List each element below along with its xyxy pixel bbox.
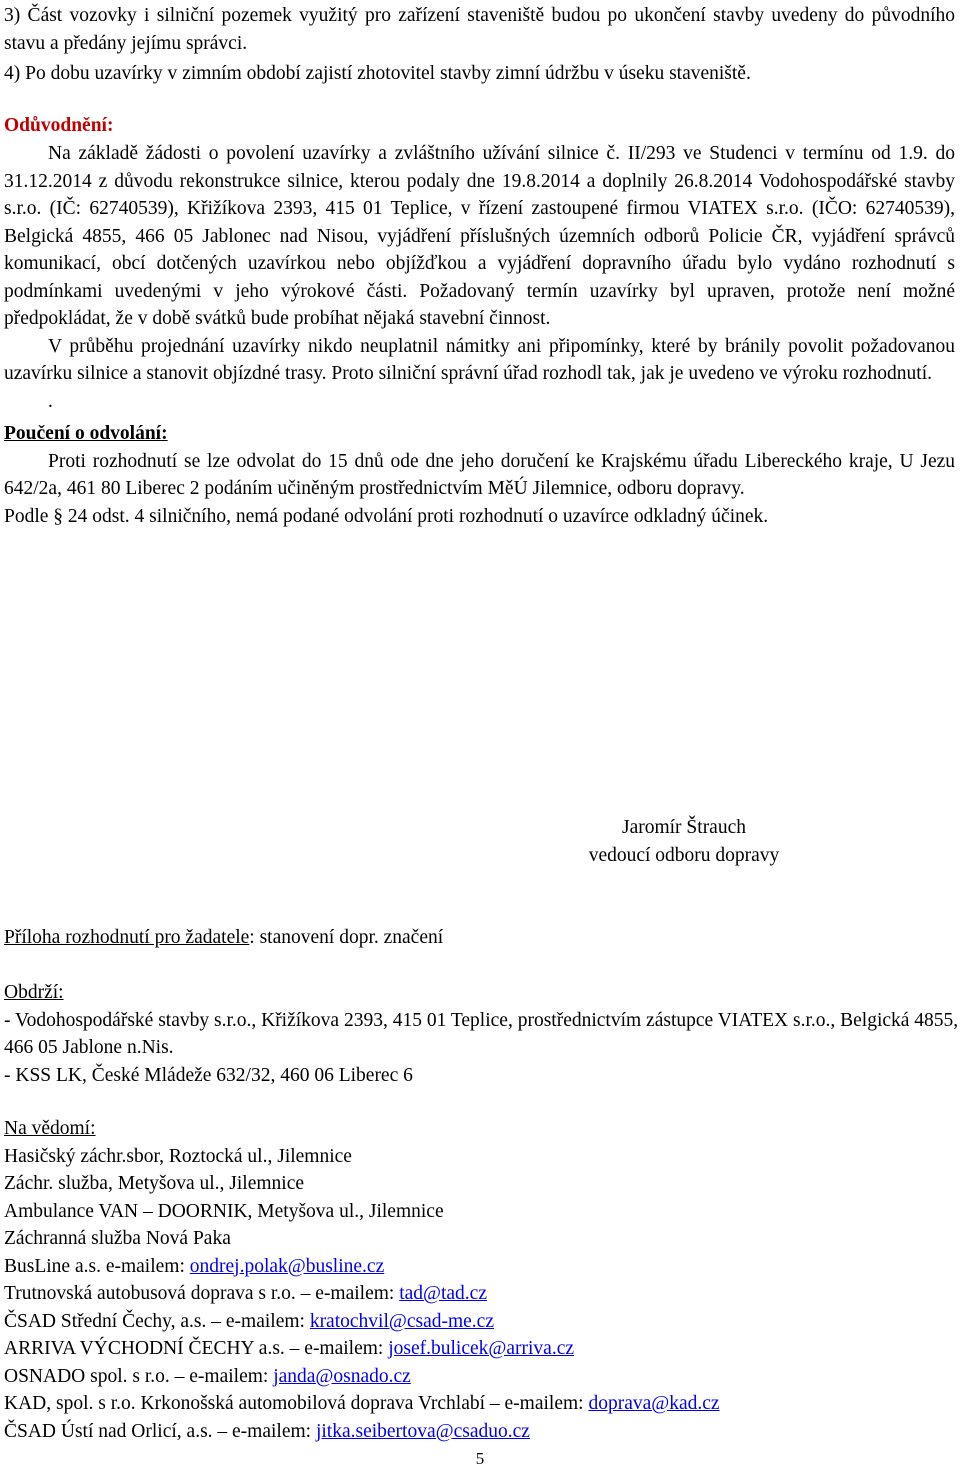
cc-recipient: ARRIVA VÝCHODNÍ ČECHY a.s. – e-mailem: [4,1338,389,1359]
reasoning-paragraph-2: V průběhu projednání uzavírky nikdo neuplatnil námitky ani připomínky, které by bránily povolit požadovanou uzavírku silnice a stanovit objízdné trasy. Proto silniční správní úřad rozhodl tak, jak je uvedeno ve výroku rozhodnutí. [4,335,955,384]
item-3: 3) Část vozovky i silniční pozemek využitý pro zařízení staveniště budou po ukončení stavby uvedeny do původního stavu a předány jejímu správci. [4,5,955,54]
cc-email-line [4,1253,955,1281]
cc-recipient: ČSAD Ústí nad Orlicí, a.s. – e-mailem: [4,1420,316,1442]
document-body [4,2,955,530]
reasoning-heading: Odůvodnění: [4,114,114,136]
cc-email-line [4,1308,955,1336]
cc-line: Ambulance VAN – DOORNIK, Metyšova ul., Jilemnice [4,1200,444,1222]
signer-role: vedoucí odboru dopravy [588,844,780,866]
appeal-paragraph-1: Proti rozhodnutí se lze odvolat do 15 dnů ode dne jeho doručení ke Krajskému úřadu Libereckého kraje, U Jezu 642/2a, 461 80 Liberec 2 podáním učiněným prostřednictvím MěÚ Jilemnice, odboru dopravy. [4,450,955,499]
page-number: 5 [475,1449,485,1468]
cc-heading: Na vědomí: [4,1118,96,1139]
signer-name: Jaromír Štrauch [621,817,746,838]
cc-recipient: KAD, spol. s r.o. Krkonošská automobilová doprava Vrchlabí – e-mailem: [4,1393,589,1414]
email-link[interactable]: tad@tad.cz [399,1283,487,1304]
recipients-block [4,979,959,1089]
cc-email-line [4,1363,955,1391]
email-link[interactable]: jitka.seibertova@csaduo.cz [315,1420,530,1442]
appeal-heading: Poučení o odvolání: [4,423,168,444]
cc-recipient: BusLine a.s. e-mailem: [4,1255,190,1277]
cc-recipient: OSNADO spol. s r.o. – e-mailem: [4,1365,274,1387]
reasoning-dot: . [48,390,53,412]
cc-line: Záchranná služba Nová Paka [4,1228,231,1249]
recipient-line: - Vodohospodářské stavby s.r.o., Křižíkova 2393, 415 01 Teplice, prostřednictvím zástupce VIATEX s.r.o., Belgická 4855, 466 05 Jablone n.Nis. [4,1009,959,1058]
reasoning-paragraph-1: Na základě žádosti o povolení uzavírky a zvláštního užívání silnice č. II/293 ve Studenci v termínu od 1.9. do 31.12.2014 z důvodu rekonstrukce silnice, kterou podaly dne 19.8.2014 a doplnily 26.8.2014 Vodohospodářské stavby s.r.o. (IČ: 62740539), Křižíkova 2393, 415 01 Teplice, v řízení zastoupené firmou VIATEX s.r.o. (IČO: 62740539), Belgická 4855, 466 05 Jablonec nad Nisou, vyjádření příslušných územních odborů Policie ČR, vyjádření správců komunikací, obcí dotčených uzavírkou nebo objížďkou a vyjádření dopravního úřadu bylo vydáno rozhodnutí s podmínkami uvedenými v jeho výrokové části. Požadovaný termín uzavírky byl upraven, protože není možné předpokládat, že v době svátků bude probíhat nějaká stavební činnost. [4,143,955,329]
recipient-line: - KSS LK, České Mládeže 632/32, 460 06 Liberec 6 [4,1064,413,1086]
attachment-line [4,924,955,952]
cc-email-line [4,1280,955,1308]
attachment-value: : stanovení dopr. značení [249,927,444,948]
cc-email-line [4,1335,955,1363]
email-link[interactable]: josef.bulicek@arriva.cz [388,1338,575,1359]
attachment-label: Příloha rozhodnutí pro žadatele [4,927,250,948]
item-4: 4) Po dobu uzavírky v zimním období zajistí zhotovitel stavby zimní údržbu v úseku staveniště. [4,63,751,84]
cc-email-line [4,1418,955,1446]
email-link[interactable]: kratochvil@csad-me.cz [309,1310,494,1332]
signature-block [570,814,798,869]
cc-line: Hasičský záchr.sbor, Roztocká ul., Jilemnice [4,1145,352,1167]
appeal-paragraph-2: Podle § 24 odst. 4 silničního, nemá podané odvolání proti rozhodnutí o uzavírce odkladný účinek. [4,505,769,527]
cc-recipient: ČSAD Střední Čechy, a.s. – e-mailem: [4,1310,310,1332]
cc-line: Záchr. služba, Metyšova ul., Jilemnice [4,1173,305,1194]
cc-recipient: Trutnovská autobusová doprava s r.o. – e-mailem: [4,1283,400,1304]
email-link[interactable]: janda@osnado.cz [273,1365,411,1387]
email-link[interactable]: ondrej.polak@busline.cz [189,1255,385,1277]
cc-block [4,1115,955,1445]
email-link[interactable]: doprava@kad.cz [588,1393,720,1414]
recipients-heading: Obdrží: [4,982,64,1003]
cc-email-line [4,1390,955,1418]
